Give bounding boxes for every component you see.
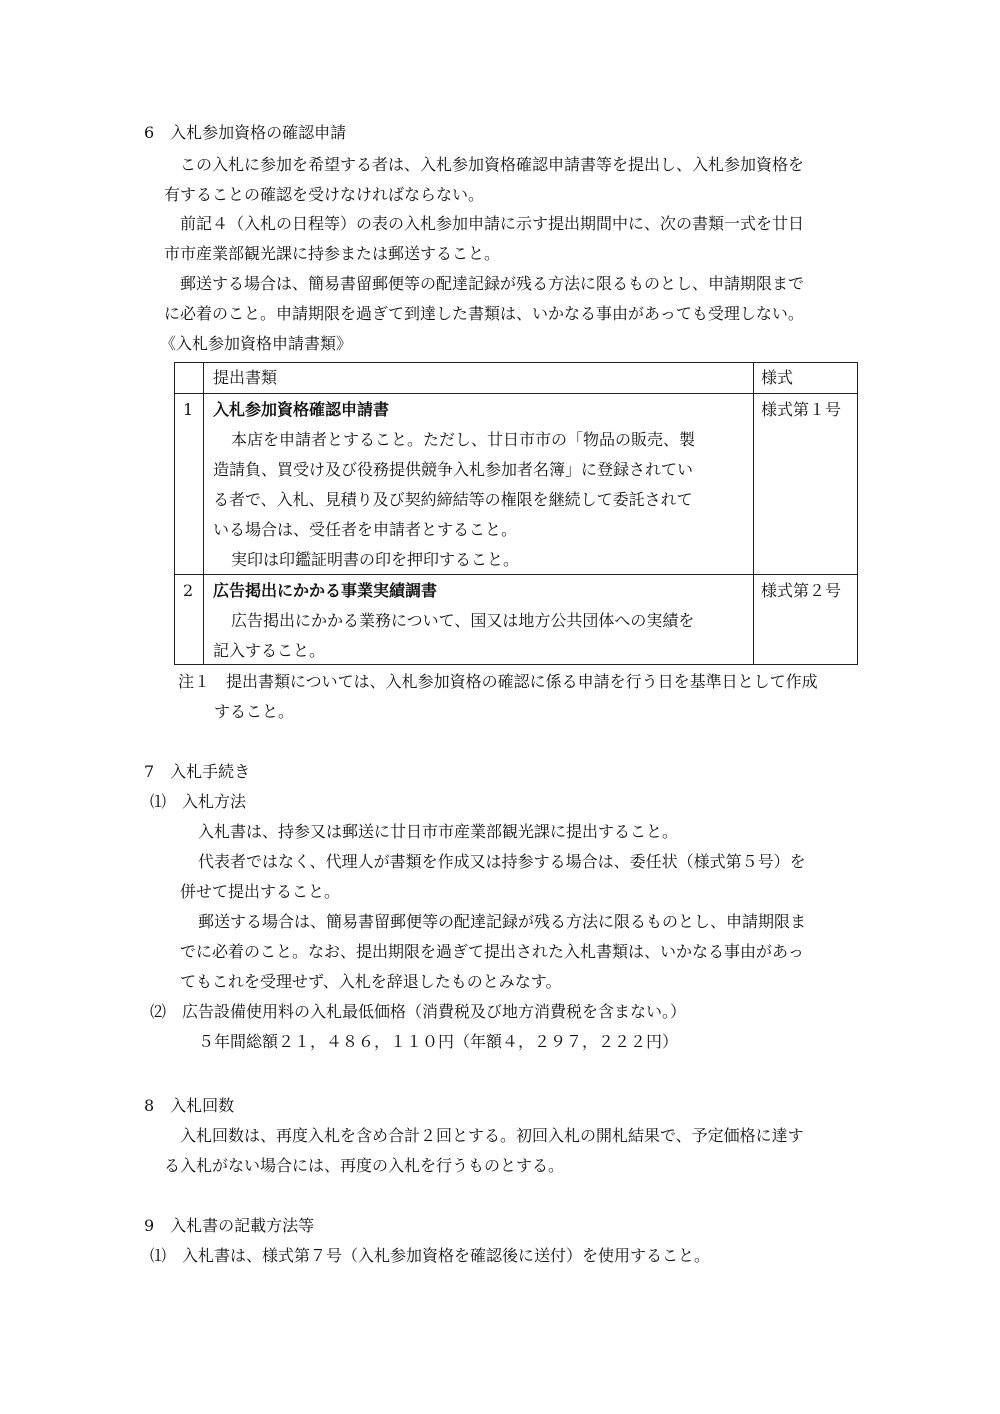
section6-paragraph-line: この入札に参加を希望する者は、入札参加資格確認申請書等を提出し、入札参加資格を <box>180 155 805 174</box>
table-row-title: 入札参加資格確認申請書 <box>213 400 390 419</box>
table-note: すること。 <box>214 702 295 721</box>
table-divider <box>175 574 857 575</box>
section7-sub1-heading: ⑴ 入札方法 <box>150 792 247 811</box>
section6-paragraph-line: 市市産業部観光課に持参または郵送すること。 <box>164 244 501 263</box>
table-row-text-line: いる場合は、受任者を申請者とすること。 <box>213 520 518 539</box>
minimum-price: ５年間総額２１，４８６，１１０円（年額４，２９７，２２２円） <box>198 1032 679 1051</box>
table-row-number: 1 <box>183 400 194 419</box>
table-row-text-line: 造請負、買受け及び役務提供競争入札参加者名簿」に登録されてい <box>213 460 694 479</box>
documents-table <box>174 362 858 665</box>
table-row-text-line: 実印は印鑑証明書の印を押印すること。 <box>231 550 520 569</box>
table-row-text-line: る者で、入札、見積り及び契約締結等の権限を継続して委託されて <box>213 490 693 509</box>
table-row-form: 様式第１号 <box>761 400 842 419</box>
section7-sub1-line: てもこれを受理せず、入札を辞退したものとみなす。 <box>180 972 562 991</box>
section6-paragraph-line: に必着のこと。申請期限を過ぎて到達した書類は、いかなる事由があっても受理しない。 <box>164 304 804 323</box>
table-divider <box>203 363 204 664</box>
section9-heading: 9 入札書の記載方法等 <box>144 1216 315 1235</box>
section7-sub1-line: 郵送する場合は、簡易書留郵便等の配達記録が残る方法に限るものとし、申請期限ま <box>198 912 807 931</box>
section7-sub2-heading: ⑵ 広告設備使用料の入札最低価格（消費税及び地方消費税を含まない。） <box>150 1002 687 1021</box>
section8-line: 入札回数は、再度入札を含め合計２回とする。初回入札の開札結果で、予定価格に達す <box>180 1126 804 1145</box>
section7-sub1-line: でに必着のこと。なお、提出期限を過ぎて提出された入札書類は、いかなる事由があっ <box>180 942 804 961</box>
table-note: 注１ 提出書類については、入札参加資格の確認に係る申請を行う日を基準日として作成 <box>178 672 818 691</box>
table-header-documents: 提出書類 <box>213 368 278 387</box>
table-row-text-line: 本店を申請者とすること。ただし、廿日市市の「物品の販売、製 <box>231 430 696 449</box>
table-row-text-line: 記入すること。 <box>213 641 326 660</box>
section7-sub1-line: 入札書は、持参又は郵送に廿日市市産業部観光課に提出すること。 <box>198 822 679 841</box>
table-row-number: 2 <box>183 581 194 600</box>
table-divider <box>175 393 857 394</box>
section6-heading: 6 入札参加資格の確認申請 <box>144 123 347 142</box>
section8-heading: 8 入札回数 <box>144 1096 235 1115</box>
section6-paragraph-line: 前記４（入札の日程等）の表の入札参加申請に示す提出期間中に、次の書類一式を廿日 <box>180 214 805 233</box>
table-row-title: 広告掲出にかかる事業実績調書 <box>213 581 438 600</box>
section7-heading: 7 入札手続き <box>144 762 251 781</box>
section9-sub1: ⑴ 入札書は、様式第７号（入札参加資格を確認後に送付）を使用すること。 <box>150 1246 711 1265</box>
table-divider <box>753 363 754 664</box>
table-header-form: 様式 <box>761 368 794 387</box>
section6-paragraph-line: 有することの確認を受けなければならない。 <box>164 185 485 204</box>
section7-sub1-line: 代表者ではなく、代理人が書類を作成又は持参する場合は、委任状（様式第５号）を <box>198 852 806 871</box>
table-row-form: 様式第２号 <box>761 581 842 600</box>
section8-line: る入札がない場合には、再度の入札を行うものとする。 <box>164 1156 565 1175</box>
table-row-text-line: 広告掲出にかかる業務について、国又は地方公共団体への実績を <box>231 611 695 630</box>
section6-paragraph-line: 郵送する場合は、簡易書留郵便等の配達記録が残る方法に限るものとし、申請期限まで <box>180 274 805 293</box>
table-caption: 《入札参加資格申請書類》 <box>160 334 353 353</box>
section7-sub1-line: 併せて提出すること。 <box>180 882 341 901</box>
